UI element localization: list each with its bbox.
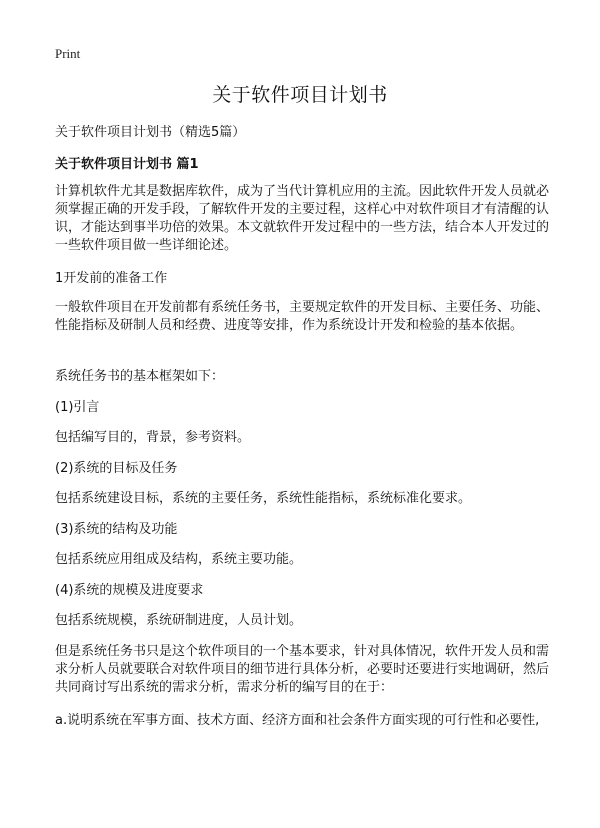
paragraph-structure-detail: 包括系统应用组成及结构，系统主要功能。 <box>55 552 303 567</box>
paragraph-requirements: 但是系统任务书只是这个软件项目的一个基本要求，针对具体情况，软件开发人员和需求分析人员就要联合对软件项目的细节进行具体分析，必要时还要进行实地调研，然后共同商讨写出系统的需求分析，需求分析的编写目的在于： <box>55 644 550 695</box>
paragraph-intro: 计算机软件尤其是数据库软件，成为了当代计算机应用的主流。因此软件开发人员就必须掌握正确的开发手段，了解软件开发的主要过程，这样心中对软件项目才有清醒的认识，才能达到事半功倍的效果。本文就软件开发过程中的一些方法，结合本人开发过的一些软件项目做一些详细论述。 <box>55 184 550 253</box>
document-subtitle: 关于软件项目计划书（精选5篇） <box>55 125 246 140</box>
list-item-introduction: (1)引言 <box>55 400 100 415</box>
page-title: 关于软件项目计划书 <box>212 84 388 106</box>
paragraph-goals-detail: 包括系统建设目标，系统的主要任务，系统性能指标，系统标准化要求。 <box>55 491 472 506</box>
list-item-goals: (2)系统的目标及任务 <box>55 461 178 476</box>
print-link[interactable]: Print <box>55 46 81 61</box>
list-item-feasibility: a.说明系统在军事方面、技术方面、经济方面和社会条件方面实现的可行性和必要性, <box>55 713 540 728</box>
paragraph-task-book: 一般软件项目在开发前都有系统任务书，主要规定软件的开发目标、主要任务、功能、性能指标及研制人员和经费、进度等安排，作为系统设计开发和检验的基本依据。 <box>55 300 550 333</box>
section-heading-preparation: 1开发前的准备工作 <box>55 271 168 286</box>
paragraph-framework: 系统任务书的基本框架如下： <box>55 369 225 384</box>
article-heading: 关于软件项目计划书 篇1 <box>55 157 199 172</box>
paragraph-introduction-detail: 包括编写目的，背景，参考资料。 <box>55 430 251 445</box>
paragraph-scale-detail: 包括系统规模，系统研制进度，人员计划。 <box>55 613 303 628</box>
list-item-structure: (3)系统的结构及功能 <box>55 522 178 537</box>
list-item-scale: (4)系统的规模及进度要求 <box>55 583 204 598</box>
